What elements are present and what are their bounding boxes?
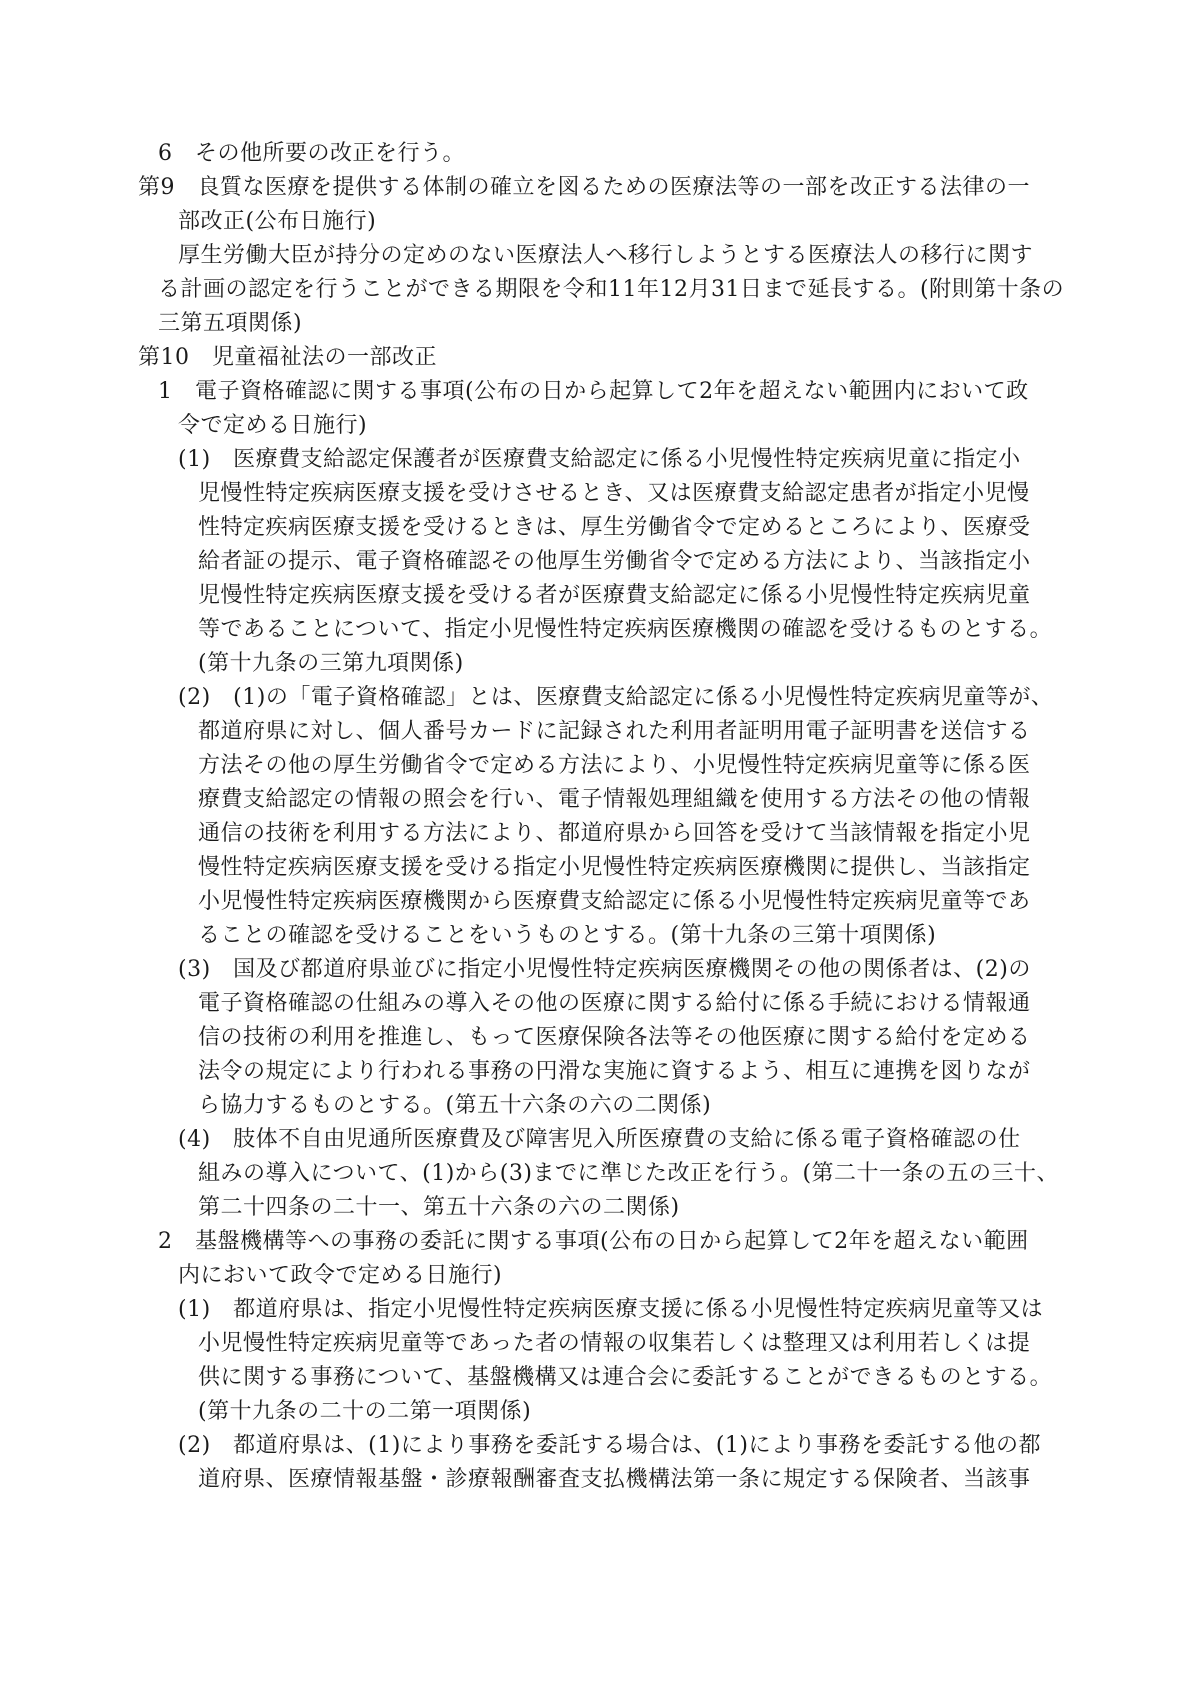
item-2-subitem-2-line: (2) 都道府県は、(1)により事務を委託する場合は、(1)により事務を委託する他の都 bbox=[178, 1433, 1041, 1458]
subitem-3-line: 信の技術の利用を推進し、もって医療保険各法等その他医療に関する給付を定める bbox=[198, 1025, 1031, 1050]
item-2-subitem-1-line: (1) 都道府県は、指定小児慢性特定疾病医療支援に係る小児慢性特定疾病児童等又は bbox=[178, 1297, 1044, 1322]
subitem-1-line: 等であることについて、指定小児慢性特定疾病医療機関の確認を受けるものとする。 bbox=[198, 617, 1053, 642]
subitem-2-line: 小児慢性特定疾病医療機関から医療費支給認定に係る小児慢性特定疾病児童等であ bbox=[198, 889, 1031, 914]
section-10-heading: 第10 児童福祉法の一部改正 bbox=[138, 345, 437, 370]
subitem-2-line: 療費支給認定の情報の照会を行い、電子情報処理組織を使用する方法その他の情報 bbox=[198, 787, 1031, 812]
section-9-heading-cont: 部改正(公布日施行) bbox=[178, 209, 377, 234]
item-2-subitem-2-line: 道府県、医療情報基盤・診療報酬審査支払機構法第一条に規定する保険者、当該事 bbox=[198, 1467, 1031, 1492]
subitem-2-line: (2) (1)の「電子資格確認」とは、医療費支給認定に係る小児慢性特定疾病児童等が、 bbox=[178, 685, 1054, 710]
item-1-heading: 1 電子資格確認に関する事項(公布の日から起算して2年を超えない範囲内において政 bbox=[158, 379, 1029, 404]
subitem-2-line: 方法その他の厚生労働省令で定める方法により、小児慢性特定疾病児童等に係る医 bbox=[198, 753, 1031, 778]
item-2-subitem-1-line: 供に関する事務について、基盤機構又は連合会に委託することができるものとする。 bbox=[198, 1365, 1053, 1390]
subitem-1-line: 児慢性特定疾病医療支援を受ける者が医療費支給認定に係る小児慢性特定疾病児童 bbox=[198, 583, 1031, 608]
subitem-1-line: 性特定疾病医療支援を受けるときは、厚生労働省令で定めるところにより、医療受 bbox=[198, 515, 1031, 540]
item-2-heading-cont: 内において政令で定める日施行) bbox=[178, 1263, 503, 1288]
subitem-1-line: 給者証の提示、電子資格確認その他厚生労働省令で定める方法により、当該指定小 bbox=[198, 549, 1031, 574]
item-2-subitem-1-line: (第十九条の二十の二第一項関係) bbox=[198, 1399, 532, 1424]
subitem-4-line: 組みの導入について、(1)から(3)までに準じた改正を行う。(第二十一条の五の三十、 bbox=[198, 1161, 1060, 1186]
item-1-heading-cont: 令で定める日施行) bbox=[178, 413, 368, 438]
subitem-1-line: 児慢性特定疾病医療支援を受けさせるとき、又は医療費支給認定患者が指定小児慢 bbox=[198, 481, 1030, 506]
subitem-1-line: (1) 医療費支給認定保護者が医療費支給認定に係る小児慢性特定疾病児童に指定小 bbox=[178, 447, 1021, 472]
section-9-body-line: 厚生労働大臣が持分の定めのない医療法人へ移行しようとする医療法人の移行に関す bbox=[178, 243, 1034, 268]
section-9-body-line: る計画の認定を行うことができる期限を令和11年12月31日まで延長する。(附則第十条の bbox=[158, 277, 1065, 302]
item-2-subitem-1-line: 小児慢性特定疾病児童等であった者の情報の収集若しくは整理又は利用若しくは提 bbox=[198, 1331, 1031, 1356]
subitem-2-line: ることの確認を受けることをいうものとする。(第十九条の三第十項関係) bbox=[198, 923, 937, 948]
subitem-1-line: (第十九条の三第九項関係) bbox=[198, 651, 464, 676]
subitem-3-line: ら協力するものとする。(第五十六条の六の二関係) bbox=[198, 1093, 712, 1118]
subitem-4-line: 第二十四条の二十一、第五十六条の六の二関係) bbox=[198, 1195, 680, 1220]
section-9-heading: 第9 良質な医療を提供する体制の確立を図るための医療法等の一部を改正する法律の一 bbox=[138, 175, 1030, 200]
subitem-3-line: 法令の規定により行われる事務の円滑な実施に資するよう、相互に連携を図りなが bbox=[198, 1059, 1031, 1084]
item-6-line: 6 その他所要の改正を行う。 bbox=[158, 141, 465, 166]
subitem-4-line: (4) 肢体不自由児通所医療費及び障害児入所医療費の支給に係る電子資格確認の仕 bbox=[178, 1127, 1021, 1152]
subitem-2-line: 慢性特定疾病医療支援を受ける指定小児慢性特定疾病医療機関に提供し、当該指定 bbox=[198, 855, 1031, 880]
subitem-2-line: 都道府県に対し、個人番号カードに記録された利用者証明用電子証明書を送信する bbox=[198, 719, 1031, 744]
section-9-body-line: 三第五項関係) bbox=[158, 311, 303, 336]
subitem-3-line: (3) 国及び都道府県並びに指定小児慢性特定疾病医療機関その他の関係者は、(2)の bbox=[178, 957, 1031, 982]
item-2-heading: 2 基盤機構等への事務の委託に関する事項(公布の日から起算して2年を超えない範囲 bbox=[158, 1229, 1029, 1254]
subitem-3-line: 電子資格確認の仕組みの導入その他の医療に関する給付に係る手続における情報通 bbox=[198, 991, 1031, 1016]
subitem-2-line: 通信の技術を利用する方法により、都道府県から回答を受けて当該情報を指定小児 bbox=[198, 821, 1031, 846]
